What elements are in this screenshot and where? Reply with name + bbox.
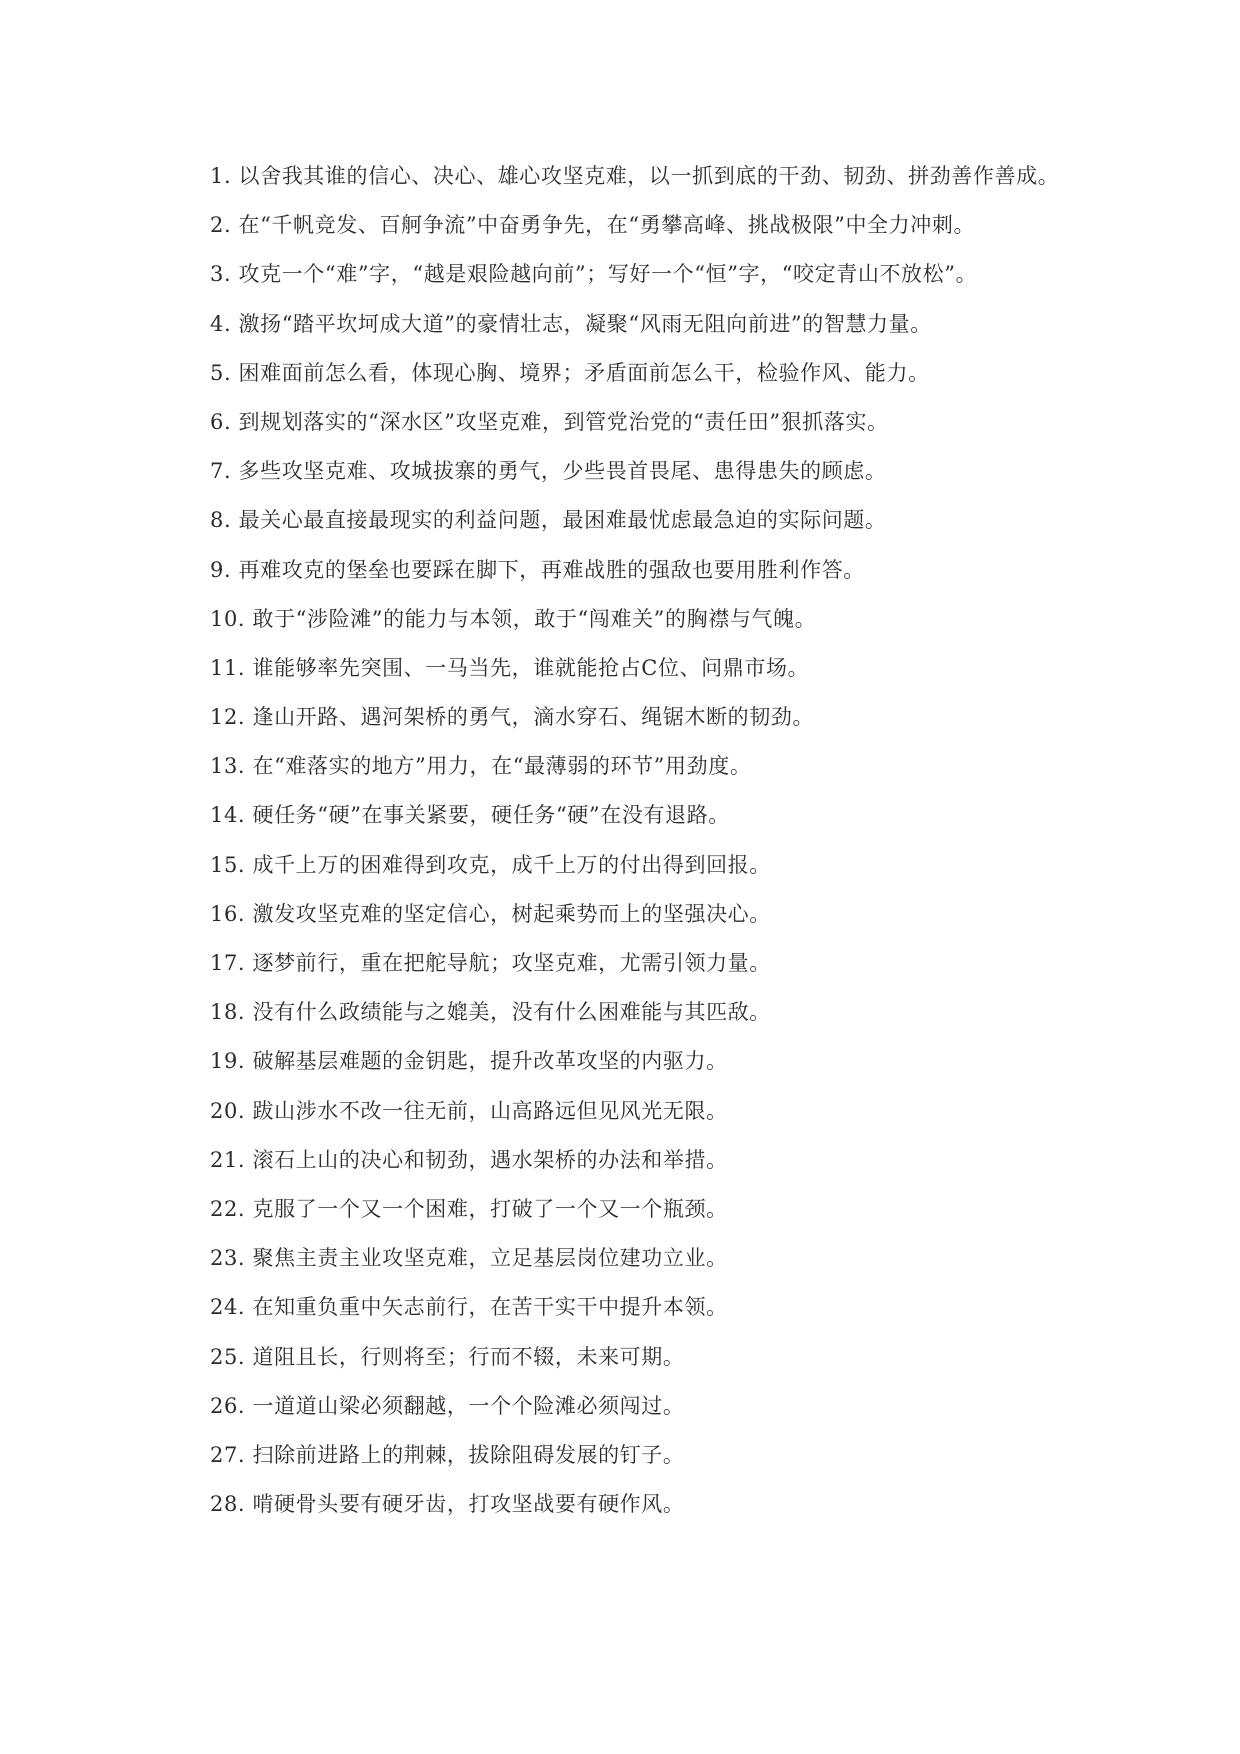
list-item: 4. 激扬“踏平坎坷成大道”的豪情壮志，凝聚“风雨无阻向前进”的智慧力量。 bbox=[210, 311, 932, 336]
list-item: 21. 滚石上山的决心和韧劲，遇水架桥的办法和举措。 bbox=[210, 1147, 728, 1172]
list-item: 6. 到规划落实的“深水区”攻坚克难，到管党治党的“责任田”狠抓落实。 bbox=[210, 409, 889, 434]
list-item: 5. 困难面前怎么看，体现心胸、境界；矛盾面前怎么干，检验作风、能力。 bbox=[210, 360, 930, 385]
list-item: 26. 一道道山梁必须翻越，一个个险滩必须闯过。 bbox=[210, 1393, 685, 1418]
list-item: 9. 再难攻克的堡垒也要踩在脚下，再难战胜的强敌也要用胜利作答。 bbox=[210, 557, 865, 582]
list-item: 19. 破解基层难题的金钥匙，提升改革攻坚的内驱力。 bbox=[210, 1049, 728, 1074]
document-body bbox=[160, 160, 1098, 1520]
list-item: 11. 谁能够率先突围、一马当先，谁就能抢占C位、问鼎市场。 bbox=[210, 655, 810, 680]
list-item: 15. 成千上万的困难得到攻克，成千上万的付出得到回报。 bbox=[210, 852, 771, 877]
list-item: 12. 逢山开路、遇河架桥的勇气，滴水穿石、绳锯木断的韧劲。 bbox=[210, 705, 815, 730]
list-item: 16. 激发攻坚克难的坚定信心，树起乘势而上的坚强决心。 bbox=[210, 901, 771, 926]
list-item: 17. 逐梦前行，重在把舵导航；攻坚克难，尤需引领力量。 bbox=[210, 951, 771, 975]
list-item: 22. 克服了一个又一个困难，打破了一个又一个瓶颈。 bbox=[210, 1196, 728, 1221]
list-item: 13. 在“难落实的地方”用力，在“最薄弱的环节”用劲度。 bbox=[210, 754, 752, 779]
list-item: 3. 攻克一个“难”字，“越是艰险越向前”；写好一个“恒”字，“咬定青山不放松”。 bbox=[210, 262, 978, 287]
list-item: 7. 多些攻坚克难、攻城拔寨的勇气，少些畏首畏尾、患得患失的顾虑。 bbox=[210, 459, 887, 484]
list-item: 8. 最关心最直接最现实的利益问题，最困难最忧虑最急迫的实际问题。 bbox=[210, 508, 887, 533]
list-item: 10. 敢于“涉险滩”的能力与本领，敢于“闯难关”的胸襟与气魄。 bbox=[210, 606, 817, 631]
list-item: 28. 啃硬骨头要有硬牙齿，打攻坚战要有硬作风。 bbox=[210, 1492, 685, 1517]
list-item: 24. 在知重负重中矢志前行，在苦干实干中提升本领。 bbox=[210, 1295, 728, 1320]
list-item: 20. 跋山涉水不改一往无前，山高路远但见风光无限。 bbox=[210, 1098, 728, 1123]
list-item: 27. 扫除前进路上的荆棘，拔除阻碍发展的钉子。 bbox=[210, 1442, 685, 1467]
list-item: 25. 道阻且长，行则将至；行而不辍，未来可期。 bbox=[210, 1344, 685, 1369]
list-item: 18. 没有什么政绩能与之媲美，没有什么困难能与其匹敌。 bbox=[210, 1000, 771, 1025]
list-item: 2. 在“千帆竞发、百舸争流”中奋勇争先，在“勇攀高峰、挑战极限”中全力冲刺。 bbox=[210, 213, 976, 238]
list-item: 23. 聚焦主责主业攻坚克难，立足基层岗位建功立业。 bbox=[210, 1246, 728, 1271]
list-item: 1. 以舍我其谁的信心、决心、雄心攻坚克难，以一抓到底的干劲、韧劲、拼劲善作善成。 bbox=[210, 164, 1060, 188]
list-item: 14. 硬任务“硬”在事关紧要，硬任务“硬”在没有退路。 bbox=[210, 803, 730, 828]
